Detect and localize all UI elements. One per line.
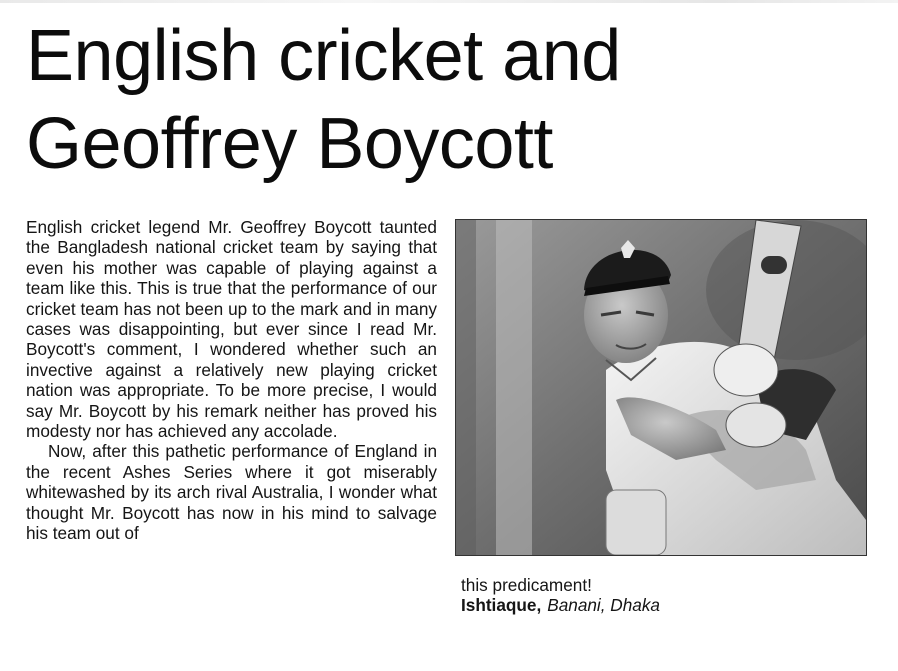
headline-line-1: English cricket and <box>26 16 621 96</box>
article-body-left-column <box>26 217 437 544</box>
article-paragraph-2-end: this predicament! <box>461 575 592 595</box>
cricketer-photo <box>455 219 867 556</box>
top-rule <box>0 0 898 3</box>
article-body-right-column <box>461 575 881 616</box>
article-paragraph-2: Now, after this pathetic performance of England in the recent Ashes Series where it got miserably whitewashed by its arch rival Australia, I wonder what thought Mr. Boycott has now in his mind to salvage his team out of <box>26 441 437 544</box>
letter-signature <box>461 595 881 615</box>
signature-name: Ishtiaque, <box>461 595 542 616</box>
cricketer-photo-illustration <box>456 220 866 555</box>
signature-place: Banani, Dhaka <box>547 595 660 616</box>
article-paragraph-1: English cricket legend Mr. Geoffrey Boycott taunted the Bangladesh national cricket team by saying that even his mother was capable of playing against a team like this. This is true that the performance of our cricket team has not been up to the mark and in many cases was disappointing, but ever since I read Mr. Boycott's comment, I wondered whether such an invective against a relatively new playing cricket nation was appropriate. To be more precise, I would say Mr. Boycott by his remark neither has proved his modesty nor has achieved any accolade. <box>26 217 437 442</box>
headline-line-2: Geoffrey Boycott <box>26 104 553 184</box>
article-headline <box>26 12 846 188</box>
